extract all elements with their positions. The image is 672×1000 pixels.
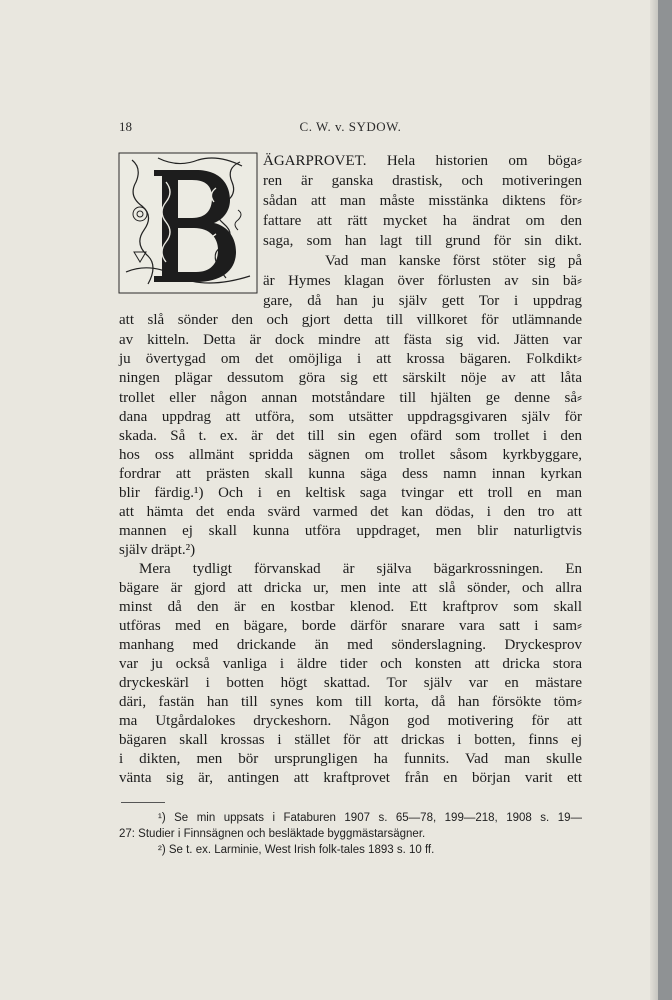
decorated-initial-image <box>118 152 258 294</box>
text-line: ren är ganska drastisk, och motiveringen <box>263 173 582 189</box>
text-line: sådan att man måste misstänka diktens för⸗ <box>263 193 582 209</box>
text-line: saga, som han lagt till grund för sin dikt. <box>263 233 582 249</box>
text-line: fattare att rätt mycket ha ändrat om den <box>263 213 582 229</box>
text-line: Mera tydligt förvanskad är själva bägarkrossningen. En <box>139 561 582 577</box>
footnote-line: ²) Se t. ex. Larminie, West Irish folk-tales 1893 s. 10 ff. <box>158 844 435 856</box>
footnote-line: 27: Studier i Finnsägnen och besläktade byggmästarsägner. <box>119 828 426 840</box>
page-edge <box>650 0 658 1000</box>
text-line: utföras med en bägare, borde därför snarare vara satt i sam⸗ <box>119 618 582 634</box>
text-line: hos oss allmänt spridda sägnen om trollet såsom kyrkbyggare, <box>119 447 582 463</box>
text-line: dana uppdrag att utföra, som utsätter uppdragsgivaren själv för <box>119 409 582 425</box>
text-line: ÄGARPROVET. Hela historien om böga⸗ <box>263 153 582 169</box>
text-line: dryckeskärl i botten högt skattad. Tor själv var en mästare <box>119 675 582 691</box>
text-line: ma Utgårdalokes dryckeshorn. Någon god motivering för att <box>119 713 582 729</box>
text-line: Vad man kanske först stöter sig på <box>325 253 582 269</box>
text-line: minst då den är en kostbar klenod. Ett kraftprov som skall <box>119 599 582 615</box>
decorated-initial <box>118 152 258 294</box>
text-line: blir färdig.¹) Och i en keltisk saga tvingar ett troll en man <box>119 485 582 501</box>
page-header <box>119 119 582 137</box>
text-line: att hämta det enda svärd varmed det kan dödas, i den tro att <box>119 504 582 520</box>
text-line: trollet eller någon annan motståndare till hjälten ge denne så⸗ <box>119 390 582 406</box>
text-line: vänta sig är, antingen att kraftprovet från en början varit ett <box>119 770 582 786</box>
text-line: skada. Så t. ex. är det till sin egen ofärd som trollet i den <box>119 428 582 444</box>
text-line: manhang med drickande än med sönderslagning. Dryckesprov <box>119 637 582 653</box>
text-line: bägare är gjord att dricka ur, men inte att slå sönder, och allra <box>119 580 582 596</box>
footnote-line: ¹) Se min uppsats i Fataburen 1907 s. 65—78, 199—218, 1908 s. 19— <box>158 812 582 824</box>
text-line: däri, fastän han till synes kom till korta, då han försökte töm⸗ <box>119 694 582 710</box>
text-line: mannen ej skall kunna utföra uppdraget, men blir naturligtvis <box>119 523 582 539</box>
text-line: att slå sönder den och gjort detta till villkoret för utlämnande <box>119 312 582 328</box>
text-line: är Hymes klagan över förlusten av sin bä⸗ <box>263 273 582 289</box>
text-line: fordrar att prästen skall kunna säga dess namn innan kyrkan <box>119 466 582 482</box>
page-number: 18 <box>119 119 132 134</box>
text-line: ningen plägar dessutom göra sig ett särskilt nöje av att låta <box>119 370 582 386</box>
text-line: bägaren skall krossas i stället för att drickas i botten, finns ej <box>119 732 582 748</box>
text-line: av kitteln. Detta är dock mindre att fästa sig vid. Jätten var <box>119 332 582 348</box>
text-line: ju övertygad om det omöjliga i att krossa bägaren. Folkdikt⸗ <box>119 351 582 367</box>
running-head: C. W. v. SYDOW. <box>299 119 402 134</box>
text-line: var ju också vanliga i äldre tider och konsten att dricka stora <box>119 656 582 672</box>
text-line: själv dräpt.²) <box>119 542 196 558</box>
text-line: i dikten, men bör ursprungligen ha funnits. Vad man skulle <box>119 751 582 767</box>
text-line: gare, då han ju själv gett Tor i uppdrag <box>263 293 582 309</box>
footnote-rule <box>121 802 165 803</box>
